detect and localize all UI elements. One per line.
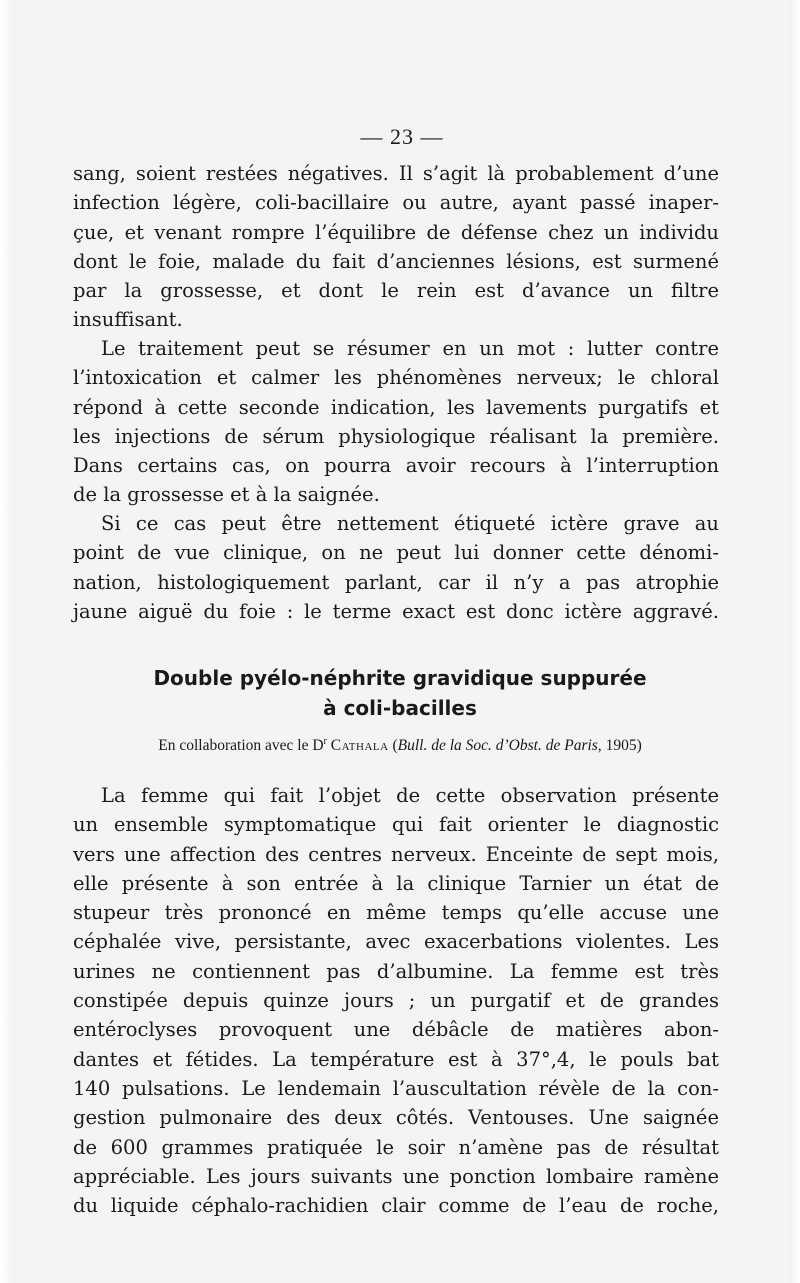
text-line: insuffisant.: [73, 308, 183, 332]
text-line: sang, soient restées négatives. Il s’agit là probablement d’une: [73, 162, 719, 185]
page-number: — 23 —: [360, 124, 444, 149]
text-line: çue, et venant rompre l’équilibre de défense chez un individu: [73, 220, 719, 244]
paragraph-3: [73, 509, 719, 626]
text-line: constipée depuis quinze jours ; un purgatif et de grandes: [73, 989, 719, 1013]
text-line: par la grossesse, et dont le rein est d’avance un filtre: [73, 279, 719, 303]
text-line: elle présente à son entrée à la clinique Tarnier un état de: [73, 871, 719, 895]
text-line: les injections de sérum physiologique réalisant la première.: [73, 424, 719, 448]
page-edge-left: [0, 0, 12, 1283]
paragraph-2: [73, 334, 719, 510]
section-title-line-2: à coli-bacilles: [323, 696, 477, 720]
text-line: urines ne contiennent pas d’albumine. La femme est très: [73, 959, 719, 983]
text-line: céphalée vive, persistante, avec exacerbations violentes. Les: [73, 930, 719, 954]
text-line: nation, histologiquement parlant, car il n’y a pas atrophie: [73, 570, 719, 594]
text-line: de la grossesse et à la saignée.: [73, 483, 380, 507]
text-line: l’intoxication et calmer les phénomènes nerveux; le chloral: [73, 366, 719, 390]
attribution-citation: Bull. de la Soc. d’Obst. de Paris,: [397, 737, 602, 755]
text-line: Le traitement peut se résumer en un mot : lutter contre: [101, 337, 719, 360]
text-line: de 600 grammes pratiquée le soir n’amène pas de résultat: [73, 1135, 719, 1159]
text-line: point de vue clinique, on ne peut lui donner cette dénomi-: [73, 541, 719, 565]
attribution-sup: r: [323, 736, 327, 747]
attribution: [0, 736, 800, 755]
text-line: 140 pulsations. Le lendemain l’auscultation révèle de la con-: [73, 1076, 719, 1100]
text-line: Si ce cas peut être nettement étiqueté ictère grave au: [101, 512, 719, 535]
section-title-line-1: Double pyélo-néphrite gravidique suppurée: [153, 666, 647, 690]
text-line: stupeur très prononcé en même temps qu’elle accuse une: [73, 901, 719, 925]
text-line: appréciable. Les jours suivants une ponction lombaire ramène: [73, 1164, 719, 1188]
attribution-author: Cathala: [330, 737, 389, 755]
text-line: infection légère, coli-bacillaire ou autre, ayant passé inaper-: [73, 191, 719, 215]
text-line: vers une affection des centres nerveux. Enceinte de sept mois,: [73, 842, 719, 866]
text-line: jaune aiguë du foie : le terme exact est donc ictère aggravé.: [73, 599, 719, 623]
attribution-year: 1905): [601, 737, 642, 755]
text-line: du liquide céphalo-rachidien clair comme de l’eau de roche,: [73, 1194, 719, 1218]
text-line: dont le foie, malade du fait d’anciennes lésions, est surmené: [73, 249, 719, 273]
page-edge-right: [790, 0, 800, 1283]
text-line: un ensemble symptomatique qui fait orienter le diagnostic: [73, 813, 719, 837]
paragraph-4: [73, 781, 719, 1220]
paragraph-1: [73, 159, 719, 335]
text-line: La femme qui fait l’objet de cette observation présente: [101, 784, 719, 807]
text-line: répond à cette seconde indication, les lavements purgatifs et: [73, 395, 719, 419]
attribution-prefix: En collaboration avec le D: [158, 737, 324, 755]
text-line: gestion pulmonaire des deux côtés. Ventouses. Une saignée: [73, 1106, 719, 1130]
text-line: entéroclyses provoquent une débâcle de matières abon-: [73, 1018, 719, 1042]
text-line: Dans certains cas, on pourra avoir recours à l’interruption: [73, 454, 719, 478]
attribution-open: (: [388, 737, 398, 755]
text-line: dantes et fétides. La température est à 37°,4, le pouls bat: [73, 1047, 719, 1071]
